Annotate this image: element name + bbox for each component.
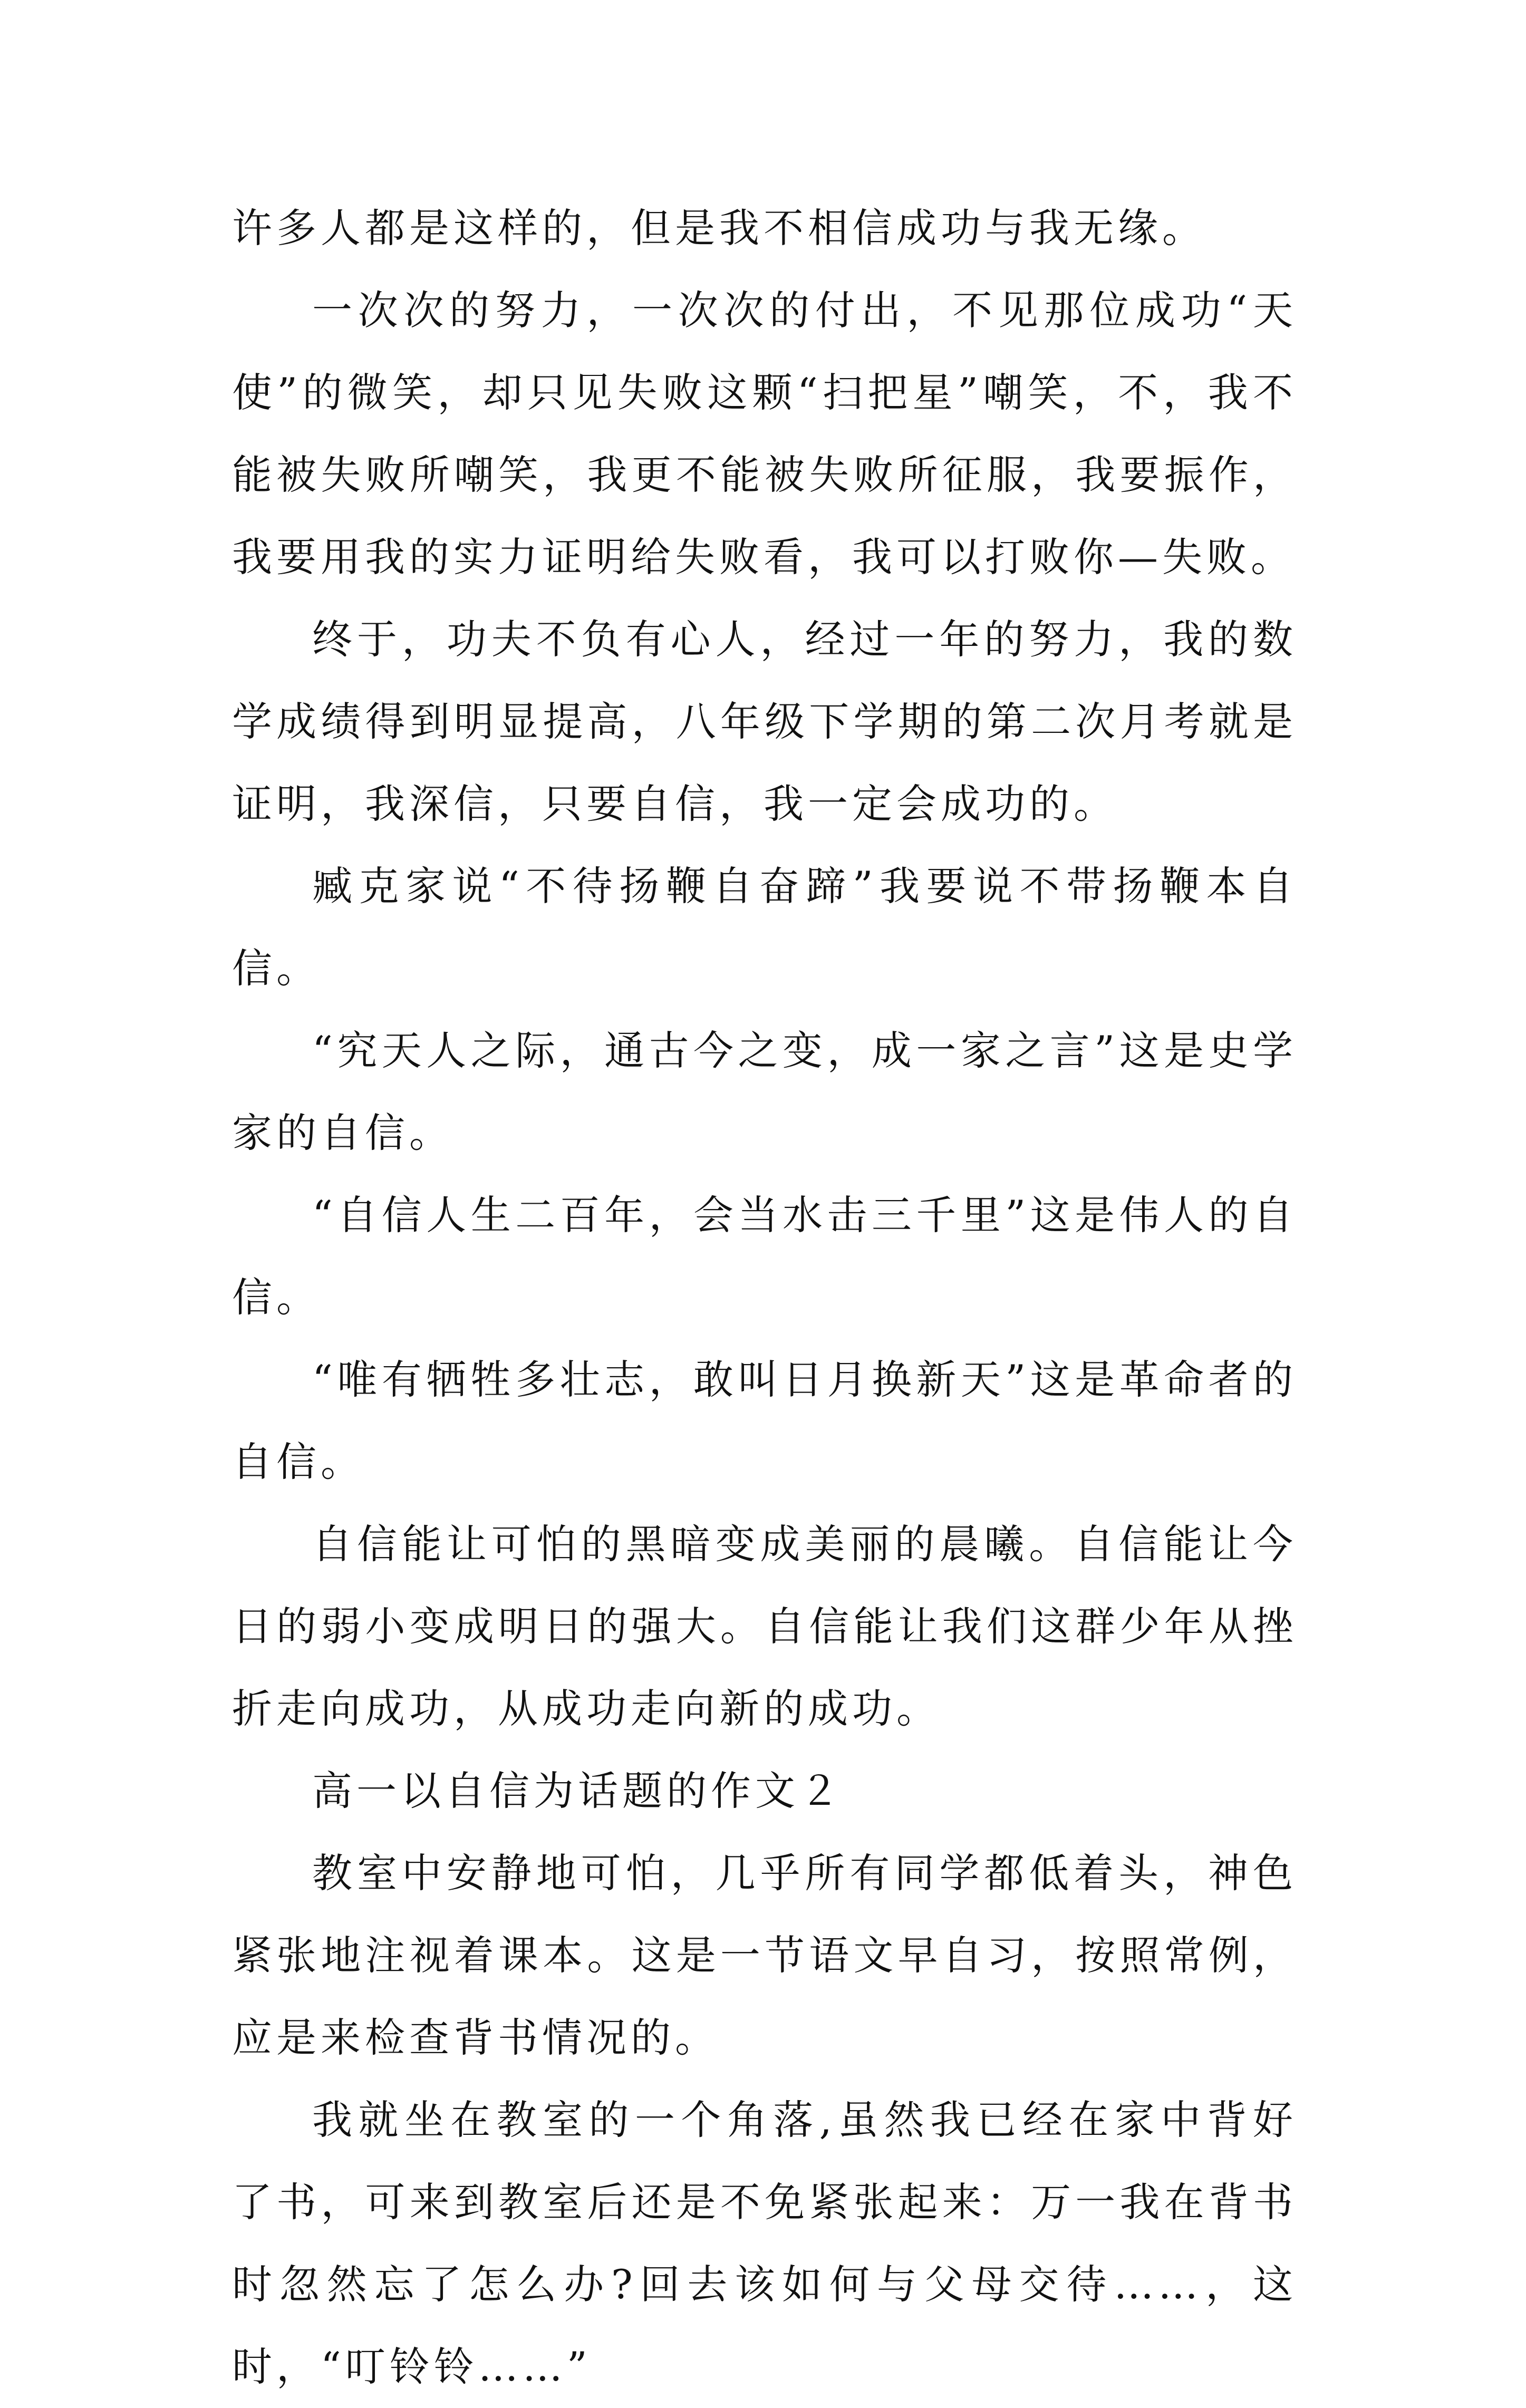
paragraph-2: 一次次的努力，一次次的付出，不见那位成功“天使”的微笑，却只见失败这颗“扫把星”嘲笑，不，我不能被失败所嘲笑，我更不能被失败所征服，我要振作，我要用我的实力证明给失败看，我可以打败你—失败。 [232, 287, 1297, 581]
essay-title-2: 高一以自信为话题的作文２ [312, 1767, 844, 1814]
paragraph-11: 我就坐在教室的一个角落,虽然我已经在家中背好了书，可来到教室后还是不免紧张起来：万一我在背书时忽然忘了怎么办?回去该如何与父母交待……，这时，“叮铃铃……” [232, 2096, 1297, 2390]
paragraph-1: 许多人都是这样的，但是我不相信成功与我无缘。 [232, 205, 1206, 252]
paragraph-8: 自信能让可怕的黑暗变成美丽的晨曦。自信能让今日的弱小变成明日的强大。自信能让我们这群少年从挫折走向成功，从成功走向新的成功。 [232, 1521, 1297, 1732]
paragraph-6: “自信人生二百年，会当水击三千里”这是伟人的自信。 [232, 1192, 1297, 1321]
paragraph-4: 臧克家说“不待扬鞭自奋蹄”我要说不带扬鞭本自信。 [232, 863, 1297, 992]
paragraph-3: 终于，功夫不负有心人，经过一年的努力，我的数学成绩得到明显提高，八年级下学期的第二次月考就是证明，我深信，只要自信，我一定会成功的。 [232, 616, 1297, 827]
paragraph-7: “唯有牺牲多壮志，敢叫日月换新天”这是革命者的自信。 [232, 1356, 1297, 1485]
paragraph-10: 教室中安静地可怕，几乎所有同学都低着头，神色紧张地注视着课本。这是一节语文早自习，按照常例，应是来检查背书情况的。 [232, 1850, 1297, 2061]
paragraph-5: “究天人之际，通古今之变，成一家之言”这是史学家的自信。 [232, 1027, 1297, 1156]
essay-body [232, 187, 1297, 2408]
